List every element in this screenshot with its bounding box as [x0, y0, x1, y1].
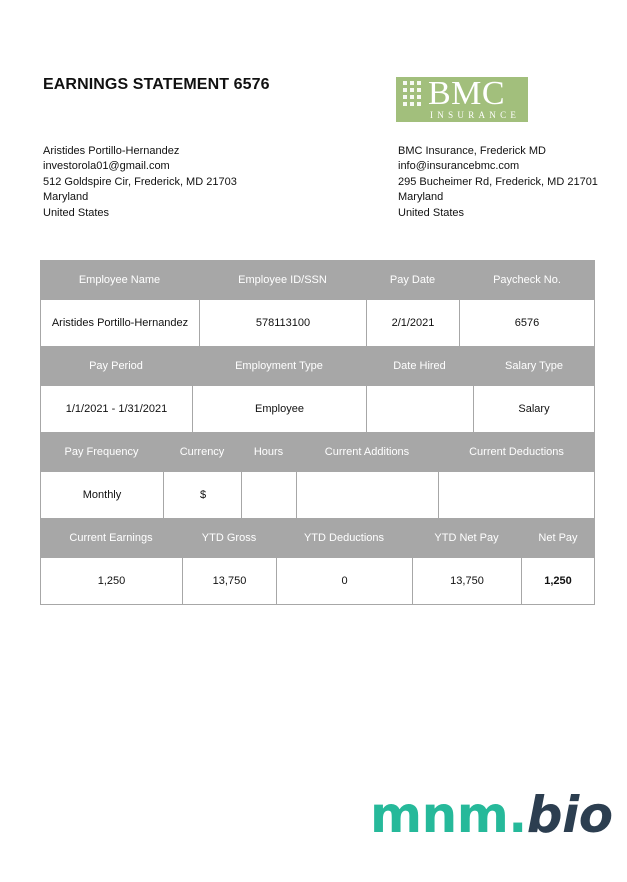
table-row — [40, 558, 595, 605]
header-paycheck-no: Paycheck No. — [493, 274, 561, 286]
value-employment-type: Employee — [193, 386, 367, 432]
value-pay-period: 1/1/2021 - 1/31/2021 — [41, 386, 193, 432]
company-email: info@insurancebmc.com — [398, 160, 520, 173]
table-header-row — [40, 518, 595, 558]
value-ytd-gross: 13,750 — [183, 558, 277, 604]
table-row — [40, 472, 595, 518]
header-ytd-deductions: YTD Deductions — [303, 532, 385, 544]
employee-name: Aristides Portillo-Hernandez — [43, 145, 180, 157]
table-header-row — [40, 432, 595, 472]
header-ytd-gross: YTD Gross — [201, 532, 257, 544]
value-ytd-deductions: 0 — [277, 558, 413, 604]
watermark-part1: mnm. — [370, 786, 527, 844]
watermark-part2: bio — [526, 786, 613, 844]
table-row — [40, 300, 595, 346]
value-net-pay: 1,250 — [544, 575, 572, 587]
header-current-earnings: Current Earnings — [69, 532, 153, 544]
header-current-additions: Current Additions — [324, 446, 410, 458]
header-currency: Currency — [179, 446, 225, 458]
logo-text: BMC — [428, 75, 506, 112]
company-country: United States — [398, 206, 465, 219]
table-header-row — [40, 260, 595, 300]
value-pay-date: 2/1/2021 — [367, 300, 460, 346]
header-pay-frequency: Pay Frequency — [64, 446, 139, 458]
employee-country: United States — [43, 206, 110, 219]
value-current-earnings: 1,250 — [41, 558, 183, 604]
header-pay-period: Pay Period — [89, 360, 143, 372]
company-street: 295 Bucheimer Rd, Frederick, MD 21701 — [398, 175, 598, 188]
header-net-pay: Net Pay — [538, 532, 578, 544]
header-pay-date: Pay Date — [389, 274, 436, 286]
value-date-hired — [367, 386, 474, 432]
value-salary-type: Salary — [518, 403, 550, 415]
header-hours: Hours — [253, 446, 284, 458]
value-current-additions — [297, 472, 439, 518]
header-employment-type: Employment Type — [235, 360, 323, 372]
header-employee-id: Employee ID/SSN — [238, 274, 327, 286]
value-ytd-net-pay: 13,750 — [413, 558, 522, 604]
company-address — [398, 144, 598, 221]
company-name: BMC Insurance, Frederick MD — [398, 145, 546, 157]
value-currency: $ — [164, 472, 242, 518]
value-employee-id: 578113100 — [200, 300, 367, 346]
company-state: Maryland — [398, 191, 444, 204]
watermark-logo — [370, 786, 613, 844]
value-current-deductions — [439, 472, 594, 518]
header-date-hired: Date Hired — [393, 360, 446, 372]
header-current-deductions: Current Deductions — [469, 446, 564, 458]
table-row — [40, 386, 595, 432]
statement-title: EARNINGS STATEMENT 6576 — [43, 76, 270, 93]
header-ytd-net-pay: YTD Net Pay — [434, 532, 499, 544]
header-salary-type: Salary Type — [505, 360, 563, 372]
header-employee-name: Employee Name — [78, 274, 161, 286]
value-employee-name: Aristides Portillo-Hernandez — [41, 300, 200, 346]
employee-email: investorola01@gmail.com — [43, 160, 170, 173]
logo-subtext: INSURANCE — [430, 110, 521, 120]
earnings-table — [40, 260, 595, 605]
employee-street: 512 Goldspire Cir, Frederick, MD 21703 — [43, 175, 237, 188]
logo-dots-icon — [403, 81, 427, 117]
value-hours — [242, 472, 297, 518]
table-header-row — [40, 346, 595, 386]
employee-state: Maryland — [43, 191, 89, 204]
employee-address — [43, 144, 237, 221]
company-logo — [396, 77, 528, 122]
value-pay-frequency: Monthly — [41, 472, 164, 518]
value-paycheck-no: 6576 — [514, 317, 540, 329]
